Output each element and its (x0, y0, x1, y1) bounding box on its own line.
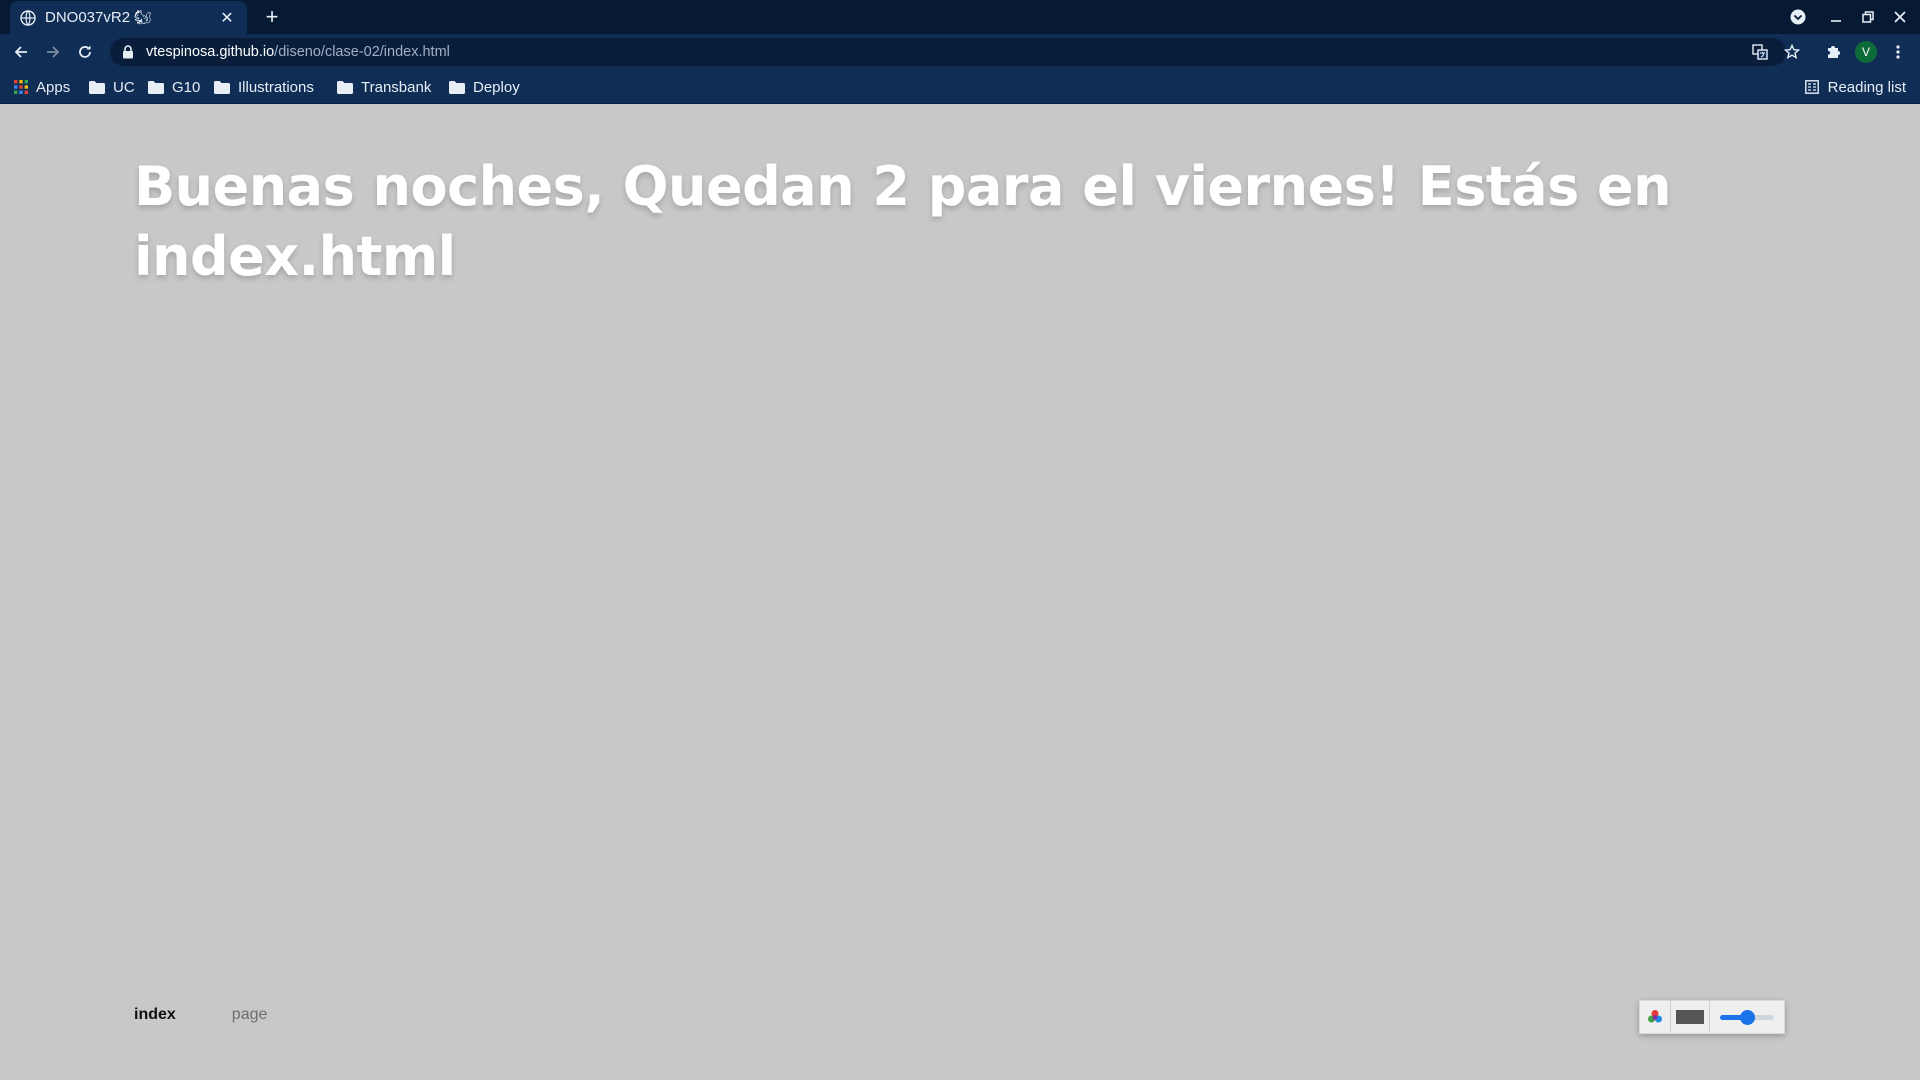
reload-button[interactable] (72, 39, 98, 65)
bookmark-label: Illustrations (238, 78, 314, 96)
tab-title-text: DNO037vR2 (45, 9, 131, 26)
tab-title (45, 9, 217, 26)
url-path: /diseno/clase-02/index.html (274, 44, 450, 60)
color-wheel-icon (1647, 1009, 1663, 1025)
extensions-button[interactable] (1820, 39, 1846, 65)
nav-link-page[interactable]: page (231, 1006, 268, 1023)
arrow-right-icon (45, 44, 61, 60)
page-nav (134, 1006, 323, 1024)
nav-link-index[interactable]: index (134, 1006, 176, 1023)
back-button[interactable] (8, 39, 34, 65)
theme-control-widget (1639, 1000, 1785, 1034)
bookmarks-bar (0, 70, 1920, 104)
slider-knob[interactable] (1740, 1010, 1755, 1025)
browser-toolbar (0, 34, 1920, 70)
bookmark-illustrations[interactable] (214, 70, 314, 104)
arrow-left-icon (13, 44, 29, 60)
lock-icon (122, 45, 136, 59)
new-tab-button[interactable]: + (265, 4, 279, 29)
tab-search-button[interactable] (1782, 0, 1814, 34)
url-host: vtespinosa.github.io (146, 44, 275, 60)
reading-list-label: Reading list (1827, 78, 1906, 96)
color-swatch (1676, 1010, 1704, 1024)
folder-icon (214, 81, 230, 94)
bookmark-label: Apps (36, 78, 71, 96)
avatar: V (1855, 41, 1877, 63)
bookmark-label: Deploy (473, 78, 520, 96)
restore-button[interactable] (1852, 0, 1884, 34)
reload-icon (77, 44, 93, 60)
bookmark-label: Transbank (361, 78, 432, 96)
bookmark-label: G10 (172, 78, 201, 96)
chevron-down-circle-icon (1790, 9, 1806, 25)
forward-button[interactable] (40, 39, 66, 65)
color-palette-button[interactable] (1640, 1001, 1671, 1033)
page-headline: Buenas noches, Quedan 2 para el viernes! Estás en index.html (134, 155, 1672, 288)
close-tab-icon[interactable]: ✕ (220, 9, 234, 27)
kebab-menu-icon (1896, 44, 1900, 60)
folder-icon (89, 81, 105, 94)
translate-icon[interactable] (1752, 38, 1768, 66)
browser-tab[interactable] (10, 1, 247, 34)
bookmark-transbank[interactable] (337, 70, 431, 104)
minimize-button[interactable] (1820, 0, 1852, 34)
reading-list-icon (1805, 80, 1819, 94)
close-icon (1894, 11, 1906, 23)
folder-icon (148, 81, 164, 94)
bookmark-deploy[interactable] (449, 70, 520, 104)
restore-icon (1862, 11, 1874, 23)
menu-button[interactable] (1885, 39, 1911, 65)
folder-icon (337, 81, 353, 94)
close-window-button[interactable] (1884, 0, 1916, 34)
bookmark-label: UC (113, 78, 135, 96)
apps-grid-icon (14, 80, 28, 94)
bookmark-apps[interactable] (14, 70, 70, 104)
address-bar[interactable] (110, 38, 1786, 66)
tab-strip (0, 0, 1920, 34)
size-slider[interactable] (1710, 1001, 1784, 1033)
color-swatch-button[interactable] (1671, 1001, 1710, 1033)
globe-icon (20, 10, 36, 26)
puzzle-icon (1825, 44, 1841, 60)
tab-emoji: 🐿 (134, 9, 152, 25)
folder-icon (449, 81, 465, 94)
star-icon[interactable] (1784, 38, 1800, 66)
bookmark-g10[interactable] (148, 70, 200, 104)
bookmark-uc[interactable] (89, 70, 135, 104)
page-viewport (0, 104, 1920, 1080)
profile-button[interactable] (1853, 39, 1879, 65)
reading-list-button[interactable] (1805, 70, 1906, 104)
minimize-icon (1830, 11, 1842, 23)
